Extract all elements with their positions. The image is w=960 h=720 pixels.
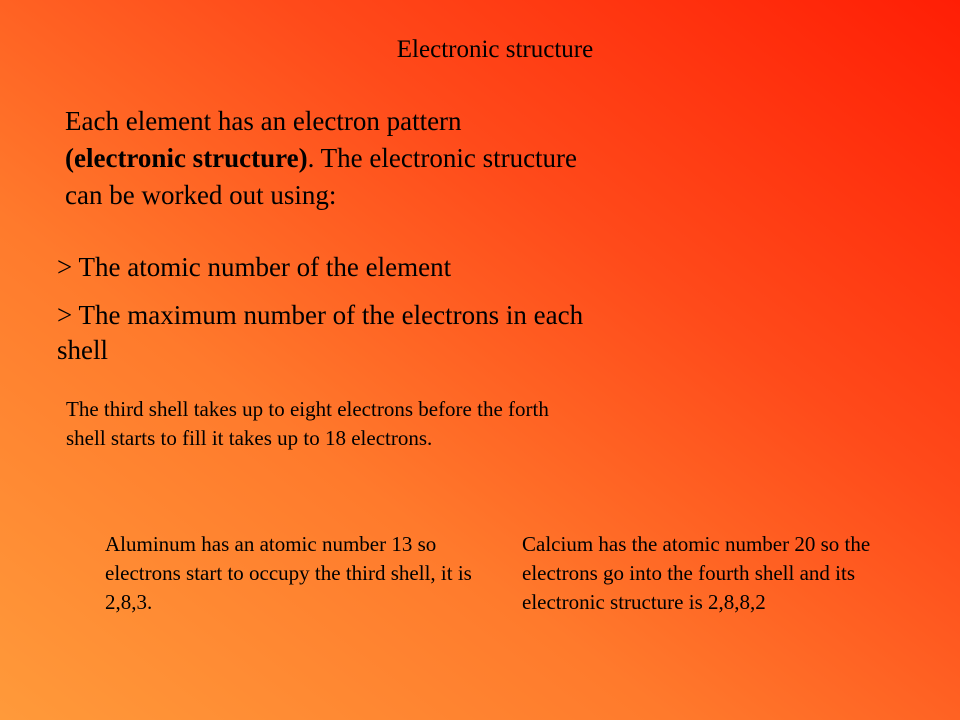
intro-text-end: . The electronic structure can be worked out using: (65, 143, 578, 210)
bullet-atomic-number: > The atomic number of the element (57, 252, 452, 282)
intro-paragraph (65, 103, 585, 214)
slide-title: Electronic structure (396, 36, 594, 63)
intro-text-start: Each element has an electron pattern (65, 106, 462, 136)
third-shell-note: The third shell takes up to eight electrons before the forth shell starts to fill it takes up to 18 electrons. (66, 397, 549, 450)
calcium-example: Calcium has the atomic number 20 so the electrons go into the fourth shell and its electronic structure is 2,8,8,2 (522, 532, 871, 614)
aluminum-example: Aluminum has an atomic number 13 so electrons start to occupy the third shell, it is 2,8,3. (105, 532, 472, 614)
bullet-max-electrons: > The maximum number of the electrons in each shell (57, 300, 584, 365)
intro-bold-term: (electronic structure) (65, 143, 308, 173)
